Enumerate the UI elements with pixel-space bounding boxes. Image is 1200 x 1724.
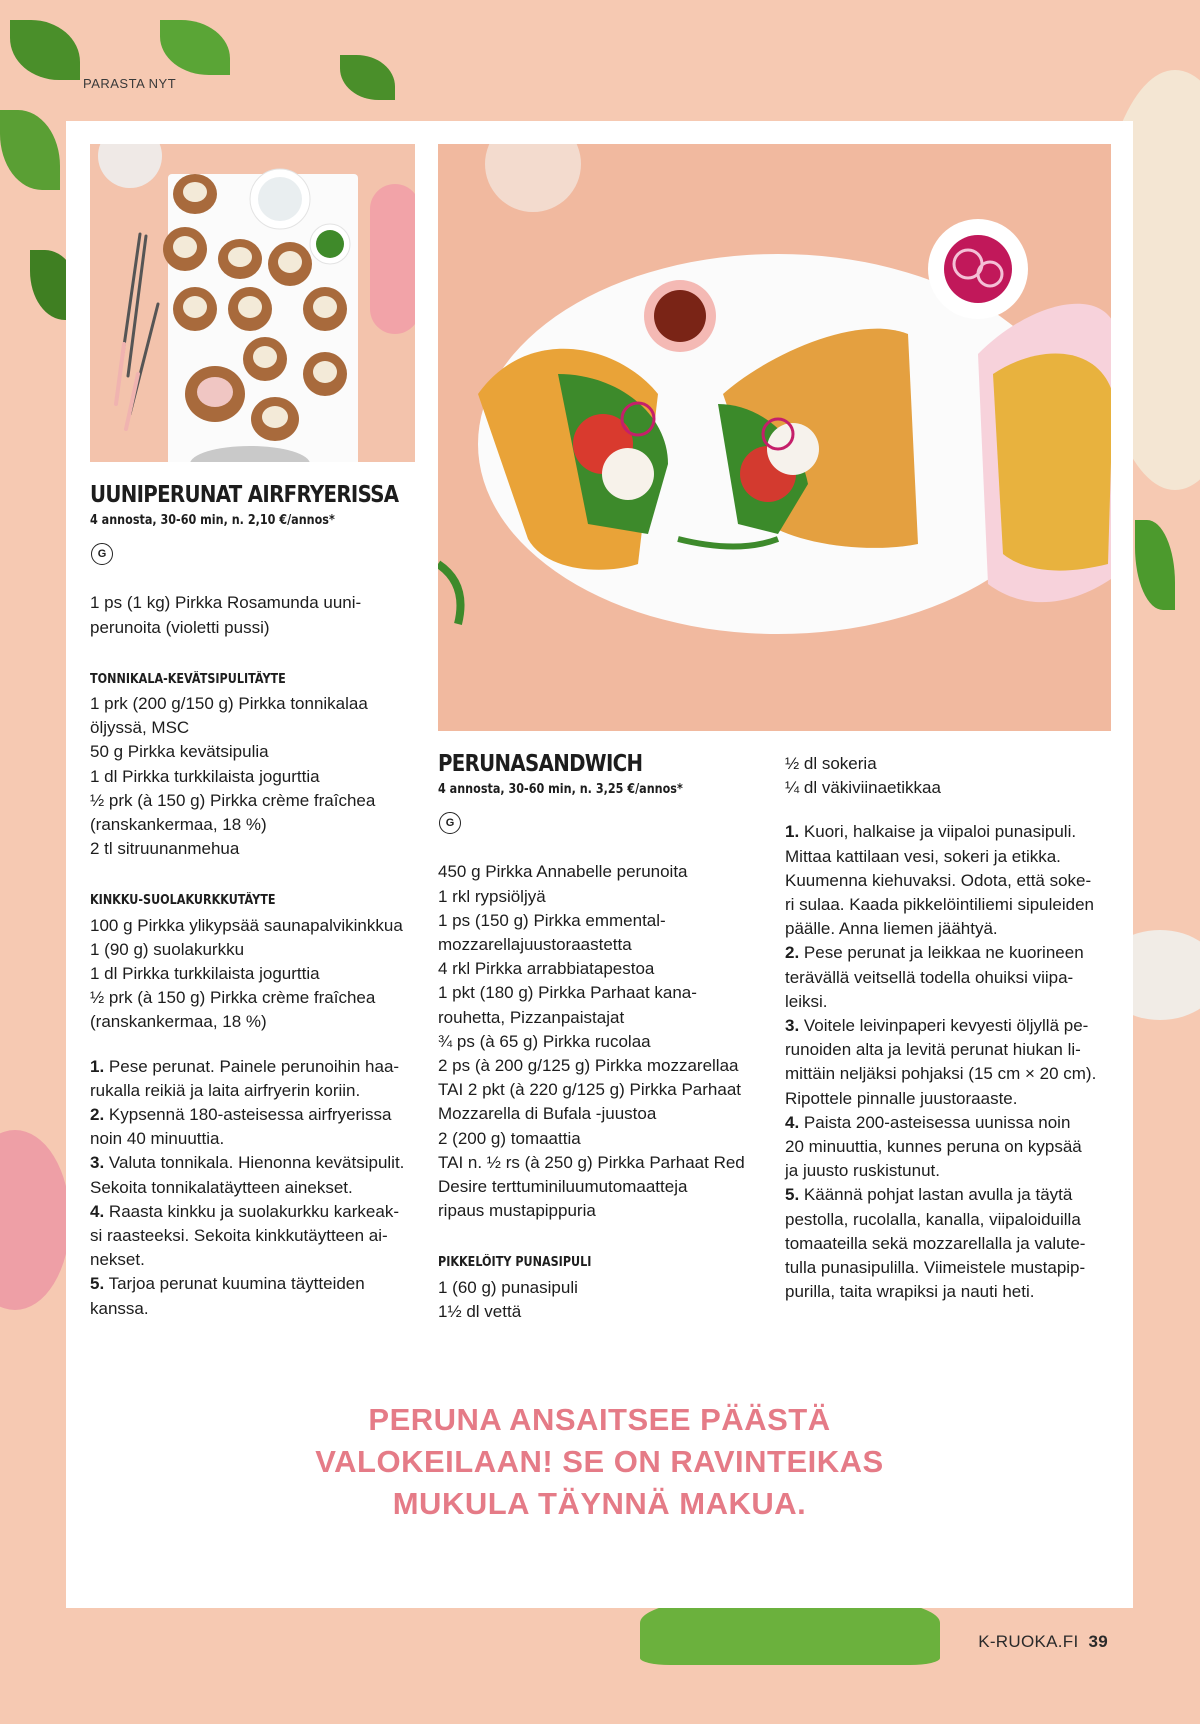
ingredient-line: 1 ps (1 kg) Pirkka Rosamunda uuni- [90,593,362,613]
ingredient-line: ripaus mustapippuria [438,1201,596,1221]
ingredient-list [90,692,410,861]
recipe-title: UUNIPERUNAT AIRFRYERISSA [90,482,399,508]
ingredient-line: 1 ps (150 g) Pirkka emmental- [438,910,666,930]
instruction-line: 3. Voitele leivinpaperi kevyesti öljyllä pe- [785,1016,1089,1036]
instruction-line: 1. Pese perunat. Painele perunoihin haa- [90,1056,400,1076]
ingredient-line: TAI n. ½ rs (à 250 g) Pirkka Parhaat Red [438,1152,745,1172]
ingredient-line: 450 g Pirkka Annabelle perunoita [438,862,688,882]
ingredient-list [785,752,1115,800]
ingredient-line: 2 ps (à 200 g/125 g) Pirkka mozzarellaa [438,1056,739,1076]
instruction-line: noin 40 minuuttia. [90,1129,225,1149]
pull-quote-line: MUKULA TÄYNNÄ MAKUA. [392,1486,807,1521]
instruction-line: Ripottele pinnalle juustoraaste. [785,1088,1018,1108]
instruction-list [785,820,1115,1304]
potato-sandwich-photo [438,144,1111,731]
instruction-line: 20 minuuttia, kunnes peruna on kypsää [785,1137,1082,1157]
instruction-line: runoiden alta ja levitä perunat hiukan li- [785,1040,1081,1060]
instruction-line: 2. Kypsennä 180-asteisessa airfryerissa [90,1105,392,1125]
instruction-line: rukalla reikiä ja laita airfryerin koriin. [90,1080,361,1100]
instruction-line: 3. Valuta tonnikala. Hienonna kevätsipulit. [90,1153,405,1173]
ingredient-line: rouhetta, Pizzanpaistajat [438,1007,625,1027]
ingredient-line: ¼ dl väkiviinaetikkaa [785,778,941,798]
basil-leaf-decoration [1135,520,1175,610]
gluten-free-badge: G [439,812,461,834]
instruction-line: 4. Paista 200-asteisessa uunissa noin [785,1112,1071,1132]
ingredient-list [438,1276,768,1324]
section-label: PARASTA NYT [83,76,177,91]
ingredient-line: ½ dl sokeria [785,754,877,773]
instruction-line: 4. Raasta kinkku ja suolakurkku karkeak- [90,1201,399,1221]
instruction-line: ja juusto ruskistunut. [785,1161,940,1181]
filling-heading: TONNIKALA-KEVÄTSIPULITÄYTE [90,671,286,687]
instruction-line: Sekoita tonnikalatäytteen ainekset. [90,1177,353,1197]
instruction-line: leiksi. [785,991,828,1011]
recipe-card [66,121,1133,1608]
recipe-potato-sandwich [438,752,768,1324]
ingredient-line: öljyssä, MSC [90,718,190,738]
filling-heading: KINKKU-SUOLAKURKKUTÄYTE [90,893,276,909]
recipe-meta: 4 annosta, 30-60 min, n. 2,10 €/annos* [90,513,335,529]
recipe-title: PERUNASANDWICH [438,751,643,777]
basil-leaf-decoration [0,110,60,190]
recipe-meta: 4 annosta, 30-60 min, n. 3,25 €/annos* [438,782,683,798]
ingredient-line: 1 dl Pirkka turkkilaista jogurttia [90,766,320,786]
ingredient-list [90,591,410,639]
instruction-line: 1. Kuori, halkaise ja viipaloi punasipuli. [785,822,1077,842]
ingredient-line: 1 dl Pirkka turkkilaista jogurttia [90,964,320,984]
page-number: 39 [1088,1632,1108,1651]
instruction-line: si raasteeksi. Sekoita kinkkutäytteen ai- [90,1226,388,1246]
instruction-line: pestolla, rucolalla, kanalla, viipaloiduilla [785,1209,1081,1229]
baked-potatoes-photo [90,144,415,462]
page-footer [978,1632,1108,1652]
instruction-line: Kuumenna kiehuvaksi. Odota, että soke- [785,870,1092,890]
ingredient-line: ¾ ps (à 65 g) Pirkka rucolaa [438,1031,651,1051]
pull-quote-line: PERUNA ANSAITSEE PÄÄSTÄ [368,1402,831,1437]
background-bowl-left [0,1130,70,1310]
basil-leaf-decoration [340,55,395,100]
ingredient-line: 1 prk (200 g/150 g) Pirkka tonnikalaa [90,694,368,714]
ingredient-line: 2 (200 g) tomaattia [438,1128,581,1148]
instruction-line: mittäin neljäksi pohjaksi (15 cm × 20 cm). [785,1064,1097,1084]
instruction-line: ri sulaa. Kaada pikkelöintiliemi sipuleiden [785,895,1095,915]
ingredient-list [90,914,410,1035]
ingredient-line: 1 (60 g) punasipuli [438,1277,578,1297]
pickle-heading: PIKKELÖITY PUNASIPULI [438,1255,592,1271]
instruction-line: Mittaa kattilaan vesi, sokeri ja etikka. [785,846,1061,866]
ingredient-line: (ranskankermaa, 18 %) [90,1012,267,1032]
ingredient-line: (ranskankermaa, 18 %) [90,815,267,835]
ingredient-line: TAI 2 pkt (à 220 g/125 g) Pirkka Parhaat [438,1080,742,1100]
instruction-line: 5. Tarjoa perunat kuumina täytteiden [90,1274,365,1294]
pull-quote [66,1399,1133,1525]
instruction-list [90,1055,410,1321]
basil-leaf-decoration [160,20,230,75]
recipe-baked-potatoes [90,483,410,1321]
ingredient-list [438,860,768,1223]
instruction-line: terävällä veitsellä todella ohuiksi viipa- [785,967,1074,987]
instruction-line: 2. Pese perunat ja leikkaa ne kuorineen [785,943,1084,963]
instruction-line: 5. Käännä pohjat lastan avulla ja täytä [785,1185,1073,1205]
potato-sandwich-illustration [438,144,1111,731]
instruction-line: päälle. Anna liemen jäähtyä. [785,919,998,939]
ingredient-line: 1 (90 g) suolakurkku [90,939,245,959]
ingredient-line: ½ prk (à 150 g) Pirkka crème fraîchea [90,988,376,1008]
instruction-line: kanssa. [90,1298,149,1318]
ingredient-line: 100 g Pirkka ylikypsää saunapalvikinkkua [90,915,403,935]
ingredient-line: 2 tl sitruunanmehua [90,839,240,859]
ingredient-line: ½ prk (à 150 g) Pirkka crème fraîchea [90,790,376,810]
instruction-line: purilla, taita wrapiksi ja nauti heti. [785,1282,1035,1302]
instruction-line: nekset. [90,1250,145,1270]
ingredient-line: 1 pkt (180 g) Pirkka Parhaat kana- [438,983,697,1003]
ingredient-line: 50 g Pirkka kevätsipulia [90,742,269,762]
ingredient-line: 4 rkl Pirkka arrabbiatapestoa [438,959,655,979]
pull-quote-line: VALOKEILAAN! SE ON RAVINTEIKAS [315,1444,884,1479]
baked-potatoes-illustration [90,144,415,462]
site-name: K-RUOKA.FI [978,1632,1079,1651]
ingredient-line: Desire terttuminiluumutomaatteja [438,1177,688,1197]
instruction-line: tulla punasipulilla. Viimeistele mustapip- [785,1258,1086,1278]
ingredient-line: mozzarellajuustoraastetta [438,935,632,955]
ingredient-line: 1½ dl vettä [438,1301,522,1321]
ingredient-line: Mozzarella di Bufala -juustoa [438,1104,657,1124]
basil-leaf-decoration [10,20,80,80]
gluten-free-badge: G [91,543,113,565]
recipe-potato-sandwich-continued [785,752,1115,1304]
ingredient-line: 1 rkl rypsiöljyä [438,886,546,906]
ingredient-line: perunoita (violetti pussi) [90,617,270,637]
instruction-line: tomaateilla sekä mozzarellalla ja valute- [785,1233,1086,1253]
